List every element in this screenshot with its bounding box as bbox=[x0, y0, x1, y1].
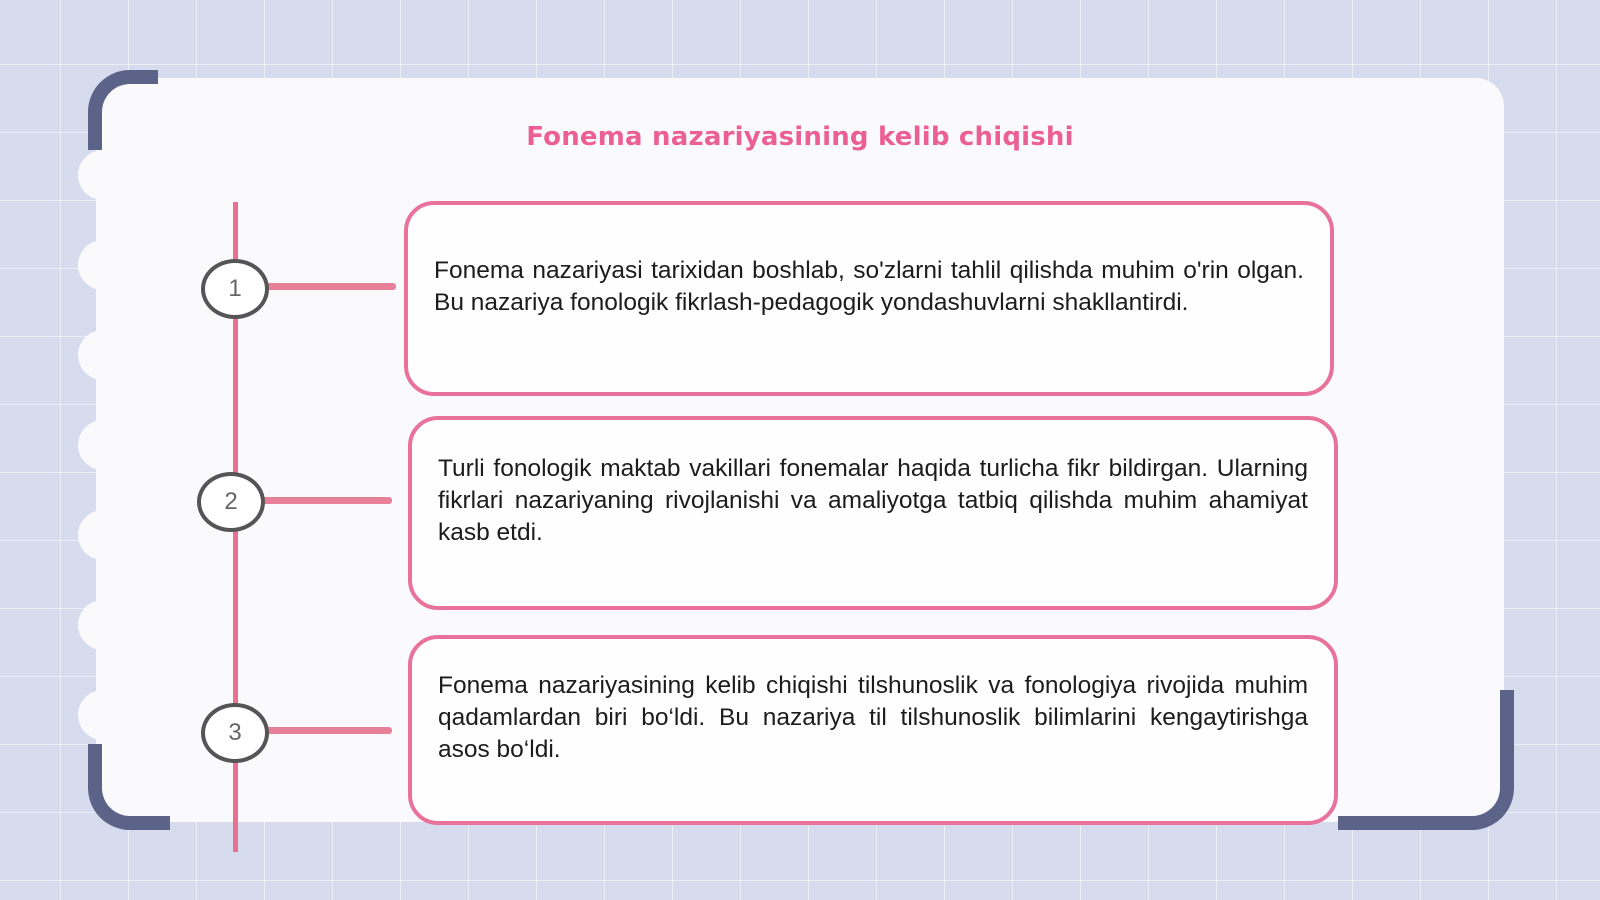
timeline-item-3 bbox=[408, 635, 1338, 825]
timeline-connector bbox=[264, 283, 396, 290]
step-number-1: 1 bbox=[201, 259, 269, 319]
card-edge-scallop bbox=[78, 150, 128, 200]
step-number-3: 3 bbox=[201, 703, 269, 763]
card-edge-scallop bbox=[78, 240, 128, 290]
timeline-item-text: Turli fonologik maktab vakillari fonemalar haqida turlicha fikr bildirgan. Ularning fikrlari nazariyaning rivojlanishi va amaliyotga tatbiq qilishda muhim ahamiyat kasb etdi. bbox=[438, 455, 1308, 546]
card-edge-scallop bbox=[78, 600, 128, 650]
card-edge-scallop bbox=[78, 420, 128, 470]
timeline-connector bbox=[266, 727, 392, 734]
card-edge-scallop bbox=[78, 690, 128, 740]
timeline-connector bbox=[262, 497, 392, 504]
corner-bracket-bottom-right bbox=[1338, 690, 1514, 830]
card-edge-scallop bbox=[78, 330, 128, 380]
step-number-2: 2 bbox=[197, 472, 265, 532]
slide-title: Fonema nazariyasining kelib chiqishi bbox=[526, 122, 1074, 152]
timeline-item-2 bbox=[408, 416, 1338, 610]
timeline-item-1 bbox=[404, 201, 1334, 396]
corner-bracket-bottom-left bbox=[88, 744, 170, 830]
timeline-item-text: Fonema nazariyasining kelib chiqishi tilshunoslik va fonologiya rivojida muhim qadamlardan biri bo‘ldi. Bu nazariya til tilshunoslik bilimlarini kengaytirishga asos bo‘ldi. bbox=[438, 672, 1308, 763]
card-edge-scallop bbox=[78, 510, 128, 560]
timeline-item-text: Fonema nazariyasi tarixidan boshlab, so'zlarni tahlil qilishda muhim o'rin olgan. Bu nazariya fonologik fikrlash-pedagogik yondashuvlarni shakllantirdi. bbox=[434, 256, 1304, 316]
